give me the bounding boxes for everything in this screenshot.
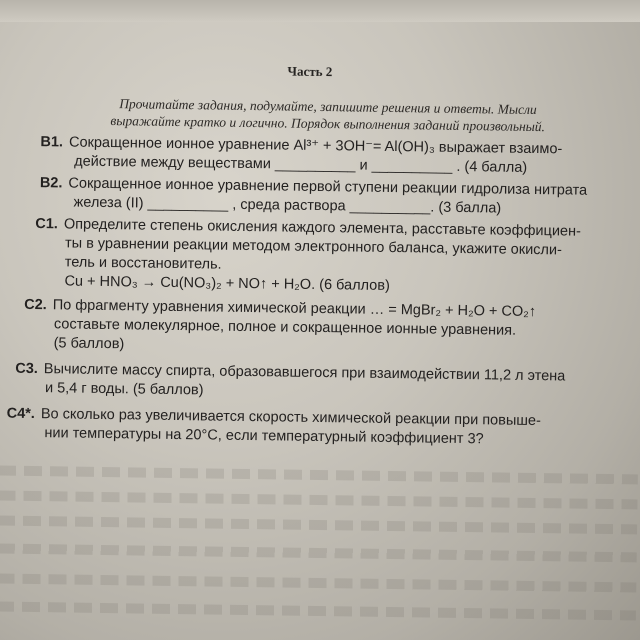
task-code: С1. [35,216,59,233]
task-text: Определите степень окисления каждого элемента, расставьте коэффициен- [63,216,581,240]
task-text: Во сколько раз увеличивается скорость химической реакции при повыше- [40,406,541,430]
show-through-text [0,574,636,593]
task-text: (5 баллов) [53,335,125,353]
instructions [63,94,593,135]
task-text: действие между веществами __________ и __________ . (4 балла) [74,153,528,176]
task-text: составьте молекулярное, полное и сокращенное ионные уравнения. [53,316,517,339]
task-c1 [34,215,625,299]
show-through-text [0,491,638,510]
task-code: С3. [15,360,38,378]
task-code: В1. [40,134,64,151]
task-c4 [6,405,626,452]
show-through-text [0,516,637,535]
task-code: С4*. [6,405,35,423]
task-b1 [40,133,620,179]
task-text: Сокращенное ионное уравнение первой ступени реакции гидролиза нитрата [68,175,588,199]
task-text: ты в уравнении реакции методом электронного баланса, укажите окисли- [64,235,562,259]
task-text: тель и восстановитель. [64,254,222,273]
task-text: нии температуры на 20°С, если температурный коэффициент 3? [44,425,484,448]
part-title: Часть 2 [287,63,333,80]
task-c3 [15,360,625,407]
task-text: Вычислите массу спирта, образовавшегося при взаимодействии 11,2 л этена [43,361,566,385]
task-text: железа (II) __________ , среда раствора __________. (3 балла) [73,194,502,217]
task-code: В2. [39,175,63,192]
task-b2 [39,174,619,220]
show-through-text [0,466,638,485]
instructions-line: Прочитайте задания, подумайте, запишите решения и ответы. Мысли [119,96,537,118]
show-through-text [0,602,636,621]
show-through-text [0,544,637,563]
task-text: По фрагменту уравнения химической реакции … = MgBr₂ + H₂O + CO₂↑ [52,297,537,321]
task-text: и 5,4 г воды. (5 баллов) [44,380,204,399]
instructions-line: выражайте кратко и логично. Порядок выполнения заданий произвольный. [110,113,546,135]
task-equation: Cu + HNO₃ → Cu(NO₃)₂ + NO↑ + H₂O. (6 баллов) [64,273,390,294]
task-code: С2. [24,296,47,314]
task-text: Сокращенное ионное уравнение Al³⁺ + 3OH⁻= Al(OH)₃ выражает взаимо- [68,134,563,158]
task-c2 [24,296,625,361]
